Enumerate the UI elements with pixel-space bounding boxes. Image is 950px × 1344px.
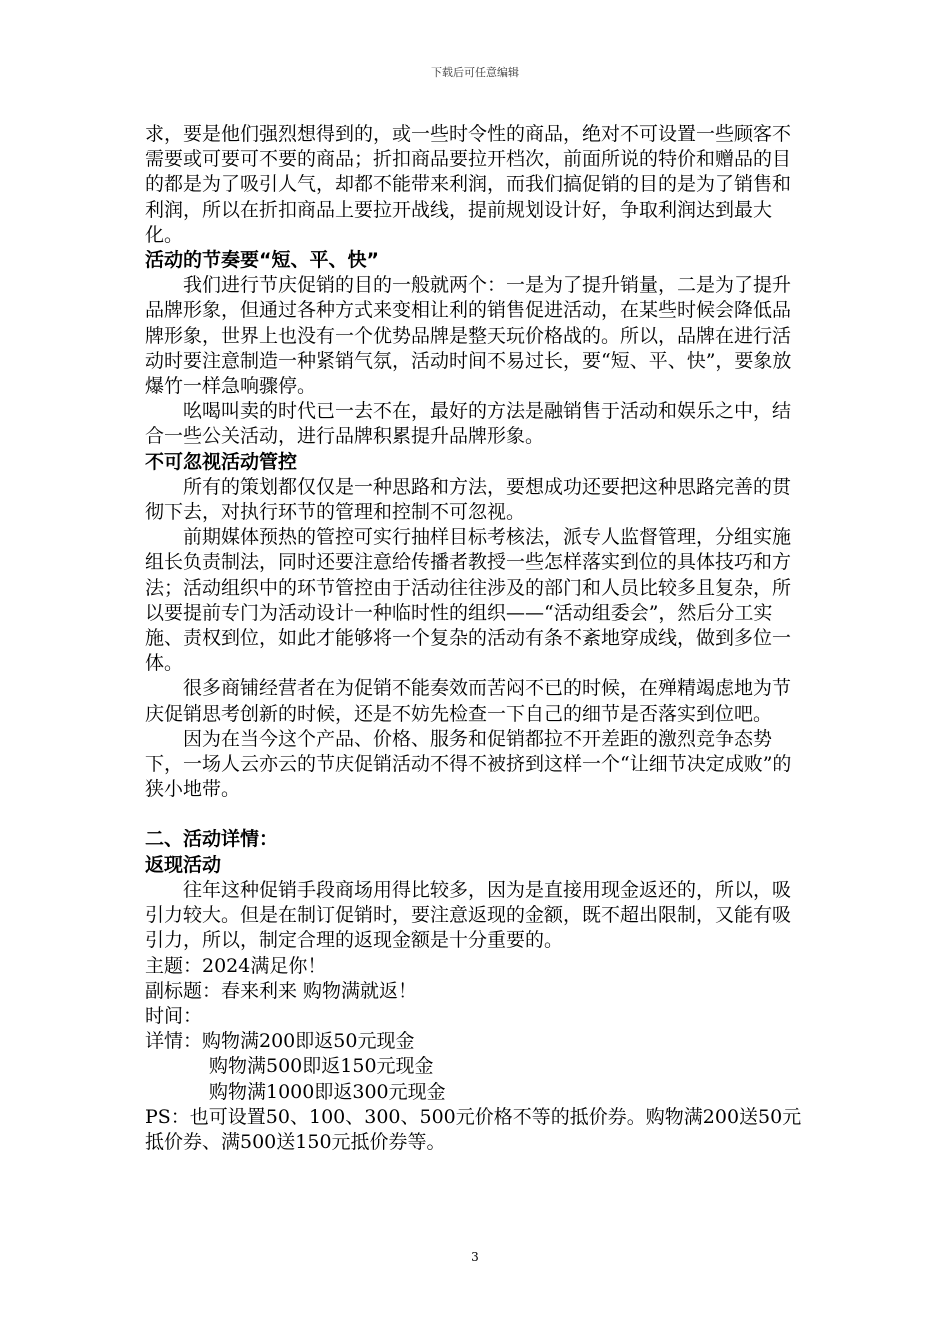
document-body [145,122,805,1155]
heading-cashback: 返现活动 [145,853,222,876]
rhythm-paragraph-2: 吆喝叫卖的时代已一去不在，最好的方法是融销售于活动和娱乐之中，结合一些公关活动，进行品牌积累提升品牌形象。 [145,400,792,448]
details-line-3: 购物满1000即返300元现金 [209,1080,446,1103]
control-paragraph-4: 因为在当今这个产品、价格、服务和促销都拉不开差距的激烈竞争态势下，一场人云亦云的节庆促销活动不得不被挤到这样一个“让细节决定成败”的狭小地带。 [145,727,792,801]
heading-activity-rhythm: 活动的节奏要“短、平、快” [145,249,379,272]
heading-activity-control: 不可忽视活动管控 [145,450,298,473]
control-paragraph-1: 所有的策划都仅仅是一种思路和方法，要想成功还要把这种思路完善的贯彻下去，对执行环节的管理和控制不可忽视。 [145,475,792,524]
page-number: 3 [471,1250,479,1264]
rhythm-paragraph-1: 我们进行节庆促销的目的一般就两个：一是为了提升销量，二是为了提升品牌形象，但通过各种方式来变相让利的销售促进活动，在某些时候会降低品牌形象，世界上也没有一个优势品牌是整天玩价格战的。所以，品牌在进行活动时要注意制造一种紧销气氛，活动时间不易过长，要“短、平、快”，要象放爆竹一样急响骤停。 [145,274,792,398]
theme-line: 主题：2024满足你！ [145,954,327,977]
ps-note: PS：也可设置50、100、300、500元价格不等的抵价券。购物满200送50元抵价券、满500送150元抵价券等。 [145,1105,802,1153]
subtitle-line: 副标题：春来利来 购物满就返！ [145,979,418,1002]
details-line-2: 购物满500即返150元现金 [209,1055,434,1078]
page-header-note: 下载后可任意编辑 [431,66,519,79]
time-line: 时间： [145,1004,203,1027]
control-paragraph-3: 很多商铺经营者在为促销不能奏效而苦闷不已的时候，在殚精竭虑地为节庆促销思考创新的时候，还是不妨先检查一下自己的细节是否落实到位吧。 [145,677,792,725]
cashback-paragraph: 往年这种促销手段商场用得比较多，因为是直接用现金返还的，所以，吸引力较大。但是在制订促销时，要注意返现的金额，既不超出限制，又能有吸引力，所以，制定合理的返现金额是十分重要的。 [145,878,792,952]
section-title-activity-details: 二、活动详情： [145,828,279,851]
control-paragraph-2: 前期媒体预热的管控可实行抽样目标考核法，派专人监督管理，分组实施组长负责制法，同时还要注意给传播者教授一些怎样落实到位的具体技巧和方法；活动组织中的环节管控由于活动往往涉及的部门和人员比较多且复杂，所以要提前专门为活动设计一种临时性的组织——“活动组委会”，然后分工实施、责权到位，如此才能够将一个复杂的活动有条不紊地穿成线，做到多位一体。 [145,526,792,675]
section-spacer [145,802,805,827]
intro-paragraph: 求，要是他们强烈想得到的，或一些时令性的商品，绝对不可设置一些顾客不需要或可要可不要的商品；折扣商品要拉开档次，前面所说的特价和赠品的目的都是为了吸引人气，却都不能带来利润，而我们搞促销的目的是为了销售和利润，所以在折扣商品上要拉开战线，提前规划设计好，争取利润达到最大化。 [145,123,792,246]
details-line-1: 详情：购物满200即返50元现金 [145,1030,415,1053]
